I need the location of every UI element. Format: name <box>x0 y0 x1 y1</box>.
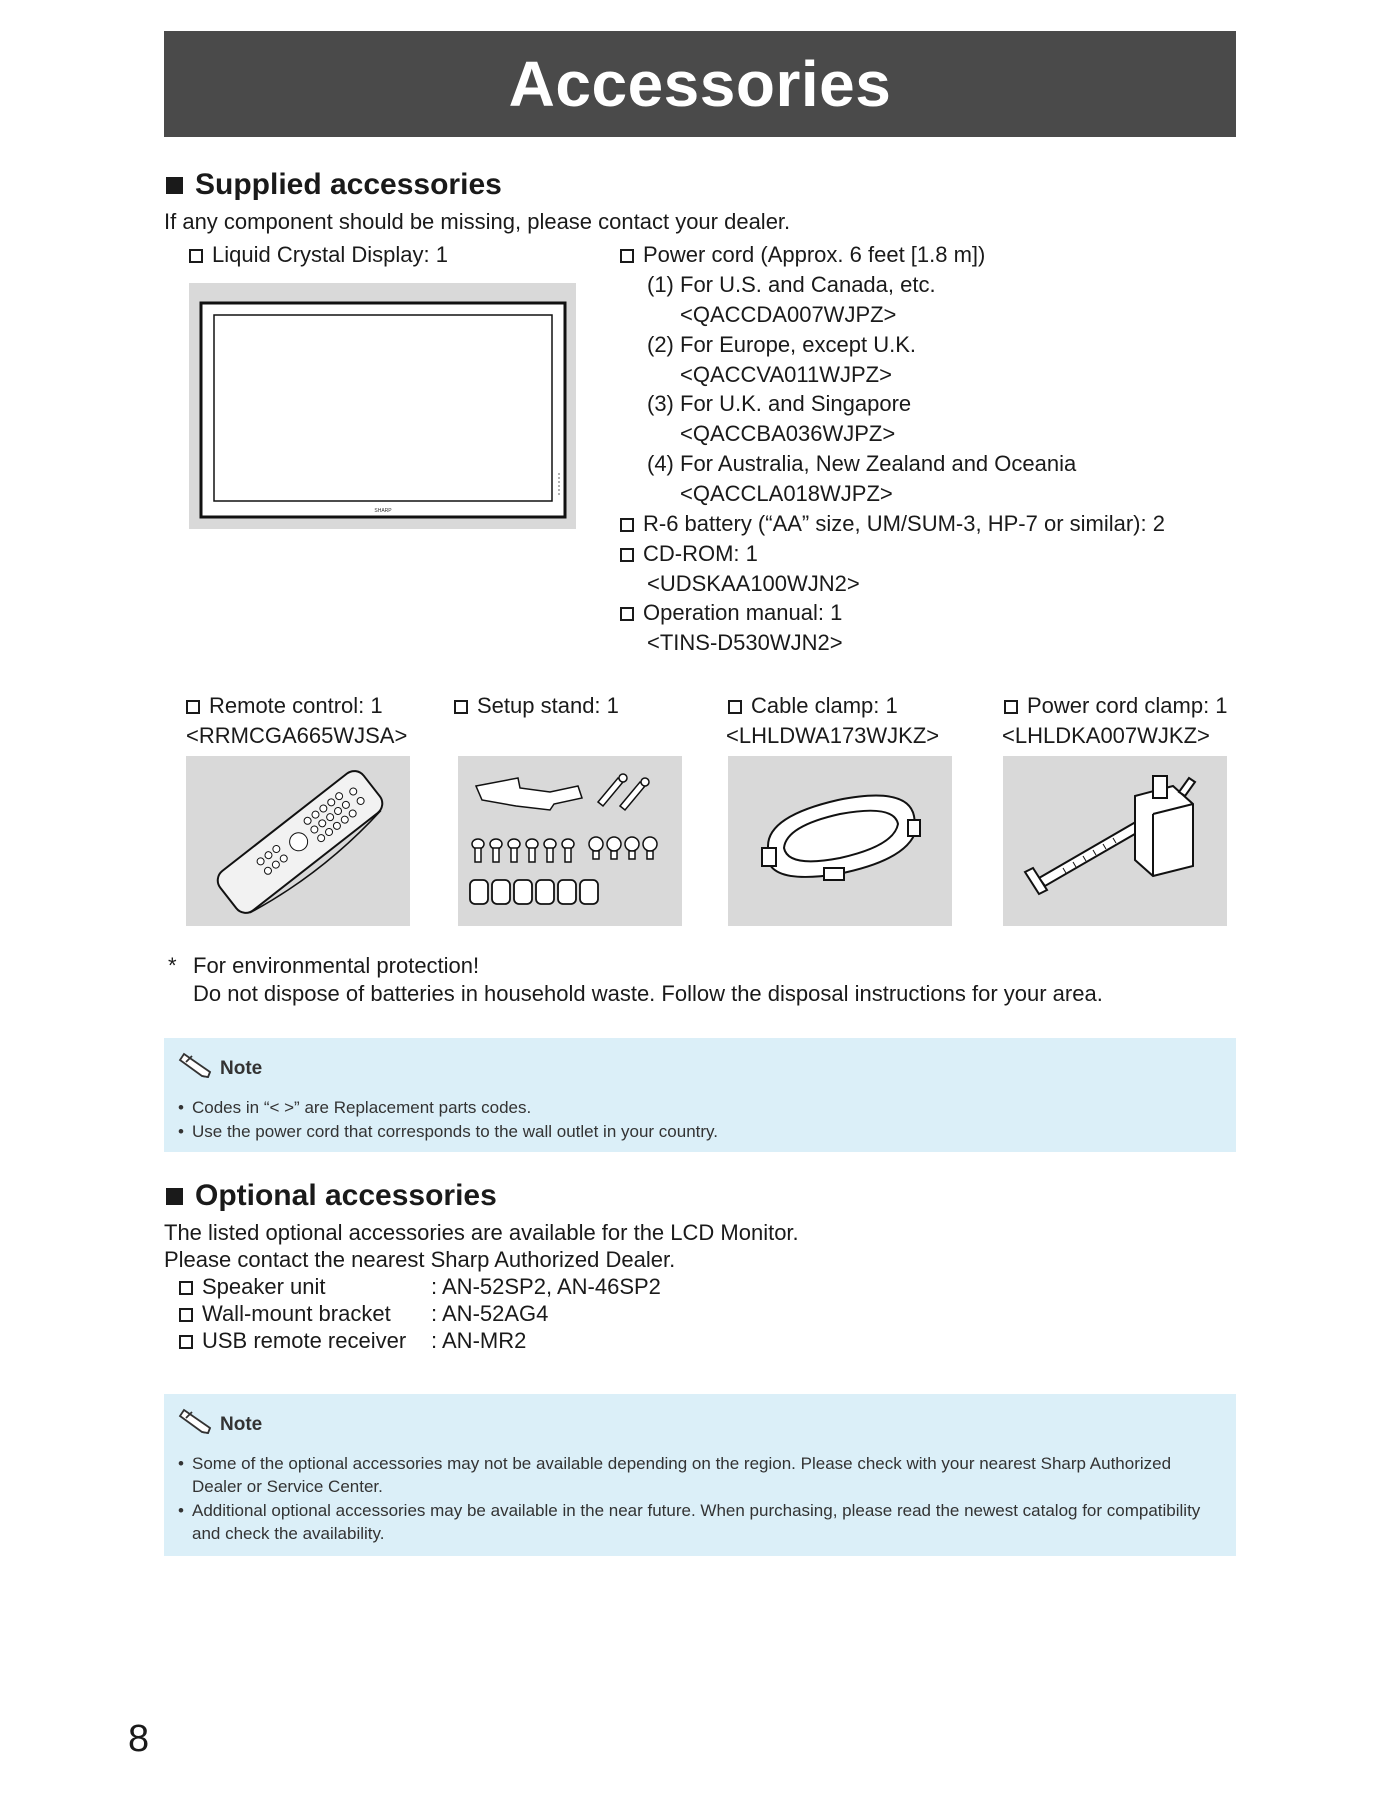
square-bullet-icon <box>166 177 183 194</box>
checkbox-icon <box>620 249 634 263</box>
scallop-border <box>164 1030 1236 1044</box>
page-title: Accessories <box>508 48 892 120</box>
power-cord-region-1: (1) For U.S. and Canada, etc. <box>647 272 936 297</box>
optional-model-3: : AN-MR2 <box>431 1328 527 1353</box>
supplied-section <box>166 168 502 202</box>
stand-image <box>458 756 682 926</box>
note-header: Note <box>178 1050 262 1080</box>
optional-item-1: Speaker unit <box>179 1274 326 1300</box>
supplied-intro: If any component should be missing, please contact your dealer. <box>164 209 791 234</box>
note2-item-2: • Additional optional accessories may be available in the near future. When purchasing, please read the newest catalog for compatibility and check the availability. <box>178 1501 1201 1543</box>
manual-item: Operation manual: 1 <box>620 600 842 626</box>
cdrom-code: <UDSKAA100WJN2> <box>647 571 860 596</box>
optional-item-3: USB remote receiver <box>179 1328 406 1354</box>
power-cord-code-3: <QACCBA036WJPZ> <box>680 421 896 446</box>
cable-clamp-image <box>728 756 952 926</box>
checkbox-icon <box>620 518 634 532</box>
env-line-2: Do not dispose of batteries in household waste. Follow the disposal instructions for your area. <box>193 981 1103 1006</box>
checkbox-icon <box>179 1281 193 1295</box>
checkbox-icon <box>186 700 200 714</box>
checkbox-icon <box>620 548 634 562</box>
env-star: * <box>168 953 177 978</box>
power-clamp-image <box>1003 756 1227 926</box>
stand-item: Setup stand: 1 <box>454 693 619 719</box>
power-cord-code-2: <QACCVA011WJPZ> <box>680 362 892 387</box>
power-clamp-item: Power cord clamp: 1 <box>1004 693 1228 719</box>
optional-model-2: : AN-52AG4 <box>431 1301 549 1326</box>
checkbox-icon <box>454 700 468 714</box>
power-cord-item: Power cord (Approx. 6 feet [1.8 m]) <box>620 242 985 268</box>
checkbox-icon <box>189 249 203 263</box>
optional-item-2: Wall-mount bracket <box>179 1301 391 1327</box>
remote-item: Remote control: 1 <box>186 693 383 719</box>
checkbox-icon <box>179 1335 193 1349</box>
scallop-border <box>164 1386 1236 1400</box>
optional-intro-2: Please contact the nearest Sharp Authorized Dealer. <box>164 1247 676 1272</box>
remote-image <box>186 756 410 926</box>
note2-item-1: • Some of the optional accessories may not be available depending on the region. Please check with your nearest Sharp Authorized Dealer or Service Center. <box>178 1454 1172 1496</box>
lcd-monitor-icon <box>189 283 576 529</box>
checkbox-icon <box>1004 700 1018 714</box>
remote-code: <RRMCGA665WJSA> <box>186 723 408 748</box>
pencil-icon <box>178 1406 218 1436</box>
power-cord-region-4: (4) For Australia, New Zealand and Oceania <box>647 451 1077 476</box>
optional-section <box>166 1179 497 1213</box>
checkbox-icon <box>179 1308 193 1322</box>
page-number: 8 <box>128 1718 150 1760</box>
power-clamp-code: <LHLDKA007WJKZ> <box>1002 723 1210 748</box>
remote-control-icon <box>186 756 410 926</box>
power-cord-region-2: (2) For Europe, except U.K. <box>647 332 916 357</box>
setup-stand-icon <box>458 756 682 926</box>
sharp-logo: SHARP <box>374 508 392 514</box>
note-box-2 <box>164 1394 1236 1556</box>
power-cord-code-4: <QACCLA018WJPZ> <box>680 481 893 506</box>
manual-code: <TINS-D530WJN2> <box>647 630 843 655</box>
cable-clamp-code: <LHLDWA173WJKZ> <box>726 723 940 748</box>
title-bar <box>164 31 1236 137</box>
battery-item: R-6 battery (“AA” size, UM/SUM-3, HP-7 or similar): 2 <box>620 511 1165 537</box>
checkbox-icon <box>728 700 742 714</box>
square-bullet-icon <box>166 1188 183 1205</box>
supplied-heading: Supplied accessories <box>166 168 502 202</box>
note1-item-1: • Codes in “< >” are Replacement parts codes. <box>178 1098 532 1117</box>
note-box-1 <box>164 1038 1236 1152</box>
cdrom-item: CD-ROM: 1 <box>620 541 758 567</box>
lcd-item: Liquid Crystal Display: 1 <box>189 242 448 268</box>
env-line-1: For environmental protection! <box>193 953 480 978</box>
note1-item-2: • Use the power cord that corresponds to the wall outlet in your country. <box>178 1122 719 1141</box>
optional-intro-1: The listed optional accessories are available for the LCD Monitor. <box>164 1220 799 1245</box>
power-cord-region-3: (3) For U.K. and Singapore <box>647 391 912 416</box>
lcd-image <box>189 283 576 529</box>
cable-clamp-icon <box>728 756 952 926</box>
optional-model-1: : AN-52SP2, AN-46SP2 <box>431 1274 661 1299</box>
note-header: Note <box>178 1406 262 1436</box>
power-cord-code-1: <QACCDA007WJPZ> <box>680 302 897 327</box>
pencil-icon <box>178 1050 218 1080</box>
optional-heading: Optional accessories <box>166 1179 497 1213</box>
power-cord-clamp-icon <box>1003 756 1227 926</box>
cable-clamp-item: Cable clamp: 1 <box>728 693 898 719</box>
checkbox-icon <box>620 607 634 621</box>
